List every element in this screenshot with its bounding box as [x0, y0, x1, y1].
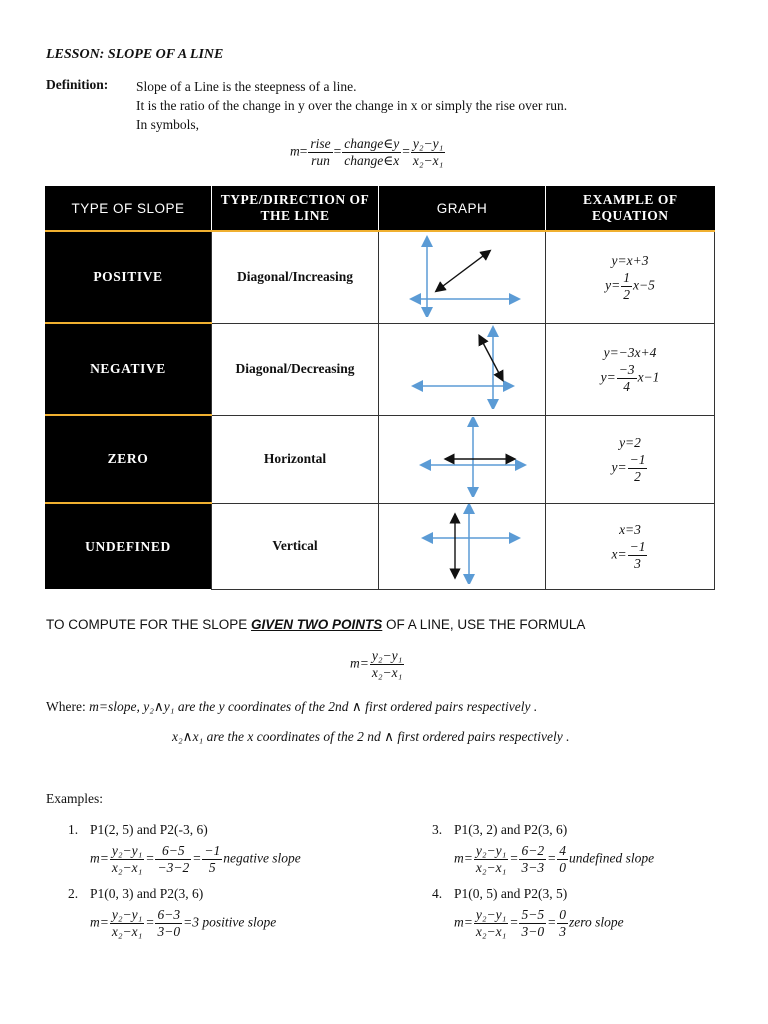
equation-1: y=2 [619, 434, 641, 450]
equation-2: y= $\frac{1}{2}$ x−5 [605, 269, 655, 302]
equation-1: x=3 [619, 521, 641, 537]
example-2-equation: m= $\frac{\text{y₂−y₁}}{\text{x₂−x₁}}$ = $\frac{6-3}{3-0}$ =3 positive slope [90, 907, 277, 939]
zero-slope-graph [387, 417, 537, 497]
direction-cell: Diagonal/Increasing [212, 231, 379, 323]
y-diff-over-x-diff: $\frac{\text{y₂−y₁}}{\text{x₂−x₁}}$ [412, 136, 444, 168]
header-graph: GRAPH [379, 186, 546, 231]
slope-formula: m= $\frac{\text{y₂−y₁}}{\text{x₂−x₁}}$ [350, 648, 403, 680]
example-1-equation: m= $\frac{\text{y₂−y₁}}{\text{x₂−x₁}}$ = $\frac{6-5}{-3-2}$ = $\frac{-1}{5}$ negative slope [90, 843, 301, 875]
line-arrow [439, 253, 487, 289]
example-3-equation: m= $\frac{\text{y₂−y₁}}{\text{x₂−x₁}}$ = $\frac{6-2}{3-3}$ = $\frac{4}{0}$ undefined slope [454, 843, 655, 875]
example-4-points: 4. P1(0, 5) and P2(3, 5) [432, 886, 568, 901]
slope-type-cell: ZERO [45, 415, 212, 503]
definition-line-1: Slope of a Line is the steepness of a line. [136, 79, 357, 94]
equation-1: y=−3x+4 [603, 344, 657, 360]
equation-2: x= $\frac{-1}{3}$ [611, 538, 646, 571]
rise-over-run: $\frac{\text{rise}}{\text{run}}$ [310, 136, 331, 168]
slope-type-cell: POSITIVE [45, 231, 212, 323]
line-arrow [481, 339, 501, 377]
formula-m: m [290, 143, 300, 159]
header-example-equation: EXAMPLE OF EQUATION [546, 186, 715, 231]
given-two-points-emphasis: GIVEN TWO POINTS [251, 617, 383, 632]
definition-line-3: In symbols, [136, 117, 200, 132]
examples-label: Examples: [46, 791, 103, 806]
equation-cell [546, 323, 715, 415]
table-row-negative [45, 323, 715, 415]
direction-cell: Vertical [212, 503, 379, 589]
equation-2: y= $\frac{-3}{4}$ x−1 [600, 361, 660, 394]
where-line-2: x₂∧x₁ are the x coordinates of the 2 nd ∧ first ordered pairs respectively . [172, 729, 570, 744]
compute-instruction: TO COMPUTE FOR THE SLOPE GIVEN TWO POINTS OF A LINE, USE THE FORMULA [46, 617, 586, 632]
graph-cell [379, 415, 546, 503]
direction-cell: Horizontal [212, 415, 379, 503]
equation-2: y= $\frac{-1}{2}$ [611, 451, 646, 484]
example-1-points: 1. P1(2, 5) and P2(-3, 6) [68, 822, 208, 837]
change-y-over-change-x: $\frac{\text{change∈y}}{\text{change∈x}}$ [344, 136, 400, 168]
slope-type-cell: NEGATIVE [45, 323, 212, 415]
direction-cell: Diagonal/Decreasing [212, 323, 379, 415]
slope-type-cell: UNDEFINED [45, 503, 212, 589]
equation-cell [546, 231, 715, 323]
example-3-points: 3. P1(3, 2) and P2(3, 6) [432, 822, 568, 837]
table-row-positive [45, 231, 715, 323]
slope-types-table [45, 186, 715, 590]
table-header-row [45, 186, 715, 231]
definition-text [136, 77, 567, 134]
table-row-zero [45, 415, 715, 503]
equation-1: y=x+3 [611, 252, 649, 268]
table-row-undefined [45, 503, 715, 589]
graph-cell [379, 323, 546, 415]
where-line-1: Where: m=slope, y₂∧y₁ are the y coordinates of the 2nd ∧ first ordered pairs respectively . [46, 699, 538, 714]
equation-cell [546, 503, 715, 589]
slope-definition-formula: m= $\frac{\text{rise}}{\text{run}}$ = $\frac{\text{change∈y}}{\text{change∈x}}$ = $\frac{\text{y₂−y₁}}{\text{x₂−x₁}}$ [290, 136, 444, 168]
example-4-equation: m= $\frac{\text{y₂−y₁}}{\text{x₂−x₁}}$ = $\frac{5-5}{3-0}$ = $\frac{0}{3}$ zero slope [454, 907, 624, 939]
equation-cell [546, 415, 715, 503]
example-2-points: 2. P1(0, 3) and P2(3, 6) [68, 886, 204, 901]
definition-label: Definition: [46, 77, 109, 92]
lesson-title: LESSON: SLOPE OF A LINE [46, 47, 224, 62]
header-type-of-slope: TYPE OF SLOPE [45, 186, 212, 231]
positive-slope-graph [387, 233, 537, 317]
negative-slope-graph [387, 325, 537, 409]
graph-cell [379, 231, 546, 323]
header-direction: TYPE/DIRECTION OF THE LINE [212, 186, 379, 231]
undefined-slope-graph [387, 504, 537, 584]
definition-line-2: It is the ratio of the change in y over the change in x or simply the rise over run. [136, 98, 568, 113]
graph-cell [379, 503, 546, 589]
